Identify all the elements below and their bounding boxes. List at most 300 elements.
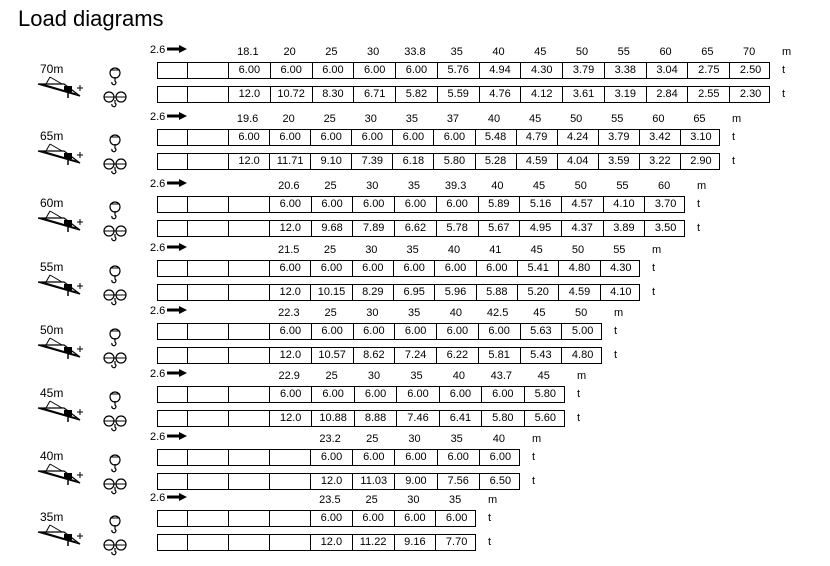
capacity-cell: 3.79 xyxy=(598,130,639,145)
capacity-cell: 12.0 xyxy=(269,221,311,236)
capacity-cell: 6.00 xyxy=(270,63,312,78)
capacity-cell: 6.00 xyxy=(269,387,311,402)
empty-cell xyxy=(187,87,228,102)
jib-length-label: 35m xyxy=(40,510,64,524)
empty-cell xyxy=(228,387,269,402)
crane-jib-icon xyxy=(36,74,84,100)
radius-label: 35 xyxy=(406,244,419,256)
capacity-cell: 12.0 xyxy=(228,154,269,169)
double-fall-capacity-row xyxy=(157,534,476,551)
single-fall-hook-icon xyxy=(104,453,126,473)
capacity-cell: 6.00 xyxy=(353,63,395,78)
capacity-cell: 12.0 xyxy=(310,474,352,489)
radius-label: 40 xyxy=(449,307,462,319)
empty-cell xyxy=(158,348,187,363)
radius-label: 35 xyxy=(410,370,423,382)
capacity-cell: 4.80 xyxy=(558,261,599,276)
load-diagram-60m xyxy=(0,178,830,244)
start-radius-marker xyxy=(150,242,187,254)
capacity-cell: 4.04 xyxy=(557,154,598,169)
single-fall-hook-icon xyxy=(104,514,126,534)
empty-cell xyxy=(187,450,228,465)
unit-meters: m xyxy=(614,307,624,319)
jib-length-label: 70m xyxy=(40,62,64,76)
empty-cell xyxy=(187,535,228,550)
capacity-cell: 6.00 xyxy=(351,130,392,145)
capacity-cell: 6.00 xyxy=(394,511,436,526)
capacity-cell: 5.76 xyxy=(437,63,479,78)
capacity-cell: 6.41 xyxy=(439,411,481,426)
empty-cell xyxy=(228,535,269,550)
arrow-right-icon xyxy=(167,305,187,317)
empty-cell xyxy=(158,87,187,102)
unit-tonnes: t xyxy=(614,325,618,337)
radius-label: 37 xyxy=(446,113,460,125)
capacity-cell: 3.61 xyxy=(562,87,604,102)
single-fall-capacity-row xyxy=(157,196,685,213)
capacity-cell: 7.39 xyxy=(351,154,392,169)
capacity-cell: 5.20 xyxy=(517,285,558,300)
empty-cell xyxy=(158,197,187,212)
empty-cell xyxy=(187,411,228,426)
capacity-cell: 2.30 xyxy=(729,87,771,102)
radius-label: 25 xyxy=(323,244,337,256)
radius-label: 40 xyxy=(487,113,501,125)
unit-tonnes: t xyxy=(782,64,786,76)
capacity-cell: 4.30 xyxy=(600,261,641,276)
single-fall-hook-icon xyxy=(104,200,126,220)
arrow-right-icon xyxy=(167,492,187,504)
radius-label: 40 xyxy=(452,370,466,382)
double-fall-hook-icon xyxy=(100,350,130,370)
load-diagram-35m xyxy=(0,492,830,558)
crane-jib-icon xyxy=(36,398,84,424)
capacity-cell: 6.00 xyxy=(269,261,310,276)
capacity-cell: 5.80 xyxy=(433,154,474,169)
radius-label: 50 xyxy=(575,46,589,58)
radius-label: 30 xyxy=(365,244,378,256)
capacity-cell: 6.00 xyxy=(352,511,394,526)
capacity-cell: 6.00 xyxy=(436,324,478,339)
double-fall-capacity-row xyxy=(157,473,520,490)
capacity-cell: 9.00 xyxy=(394,474,436,489)
radius-label: 18.1 xyxy=(237,46,259,58)
capacity-cell: 2.90 xyxy=(680,154,721,169)
unit-meters: m xyxy=(652,244,662,256)
capacity-cell: 6.00 xyxy=(310,450,352,465)
radius-label: 65 xyxy=(693,113,706,125)
capacity-cell: 6.22 xyxy=(436,348,478,363)
capacity-cell: 7.89 xyxy=(352,221,394,236)
unit-tonnes: t xyxy=(782,88,786,100)
capacity-cell: 6.00 xyxy=(228,63,270,78)
radius-label: 35 xyxy=(450,46,463,58)
capacity-cell: 5.82 xyxy=(395,87,437,102)
empty-cell xyxy=(269,474,310,489)
empty-cell xyxy=(158,511,187,526)
radius-label: 30 xyxy=(366,307,379,319)
arrow-right-icon xyxy=(167,242,187,254)
capacity-cell: 6.62 xyxy=(394,221,436,236)
capacity-cell: 6.00 xyxy=(311,324,353,339)
start-radius-marker xyxy=(150,368,187,380)
unit-tonnes: t xyxy=(652,286,656,298)
empty-cell xyxy=(187,63,228,78)
radius-label: 21.5 xyxy=(277,244,300,256)
radius-label: 43.7 xyxy=(490,370,513,382)
radius-label: 30 xyxy=(367,370,381,382)
radius-label: 50 xyxy=(574,180,587,192)
empty-cell xyxy=(228,474,269,489)
capacity-cell: 6.00 xyxy=(394,450,436,465)
unit-tonnes: t xyxy=(488,536,492,548)
empty-cell xyxy=(158,535,187,550)
unit-tonnes: t xyxy=(488,512,492,524)
capacity-cell: 6.00 xyxy=(396,387,438,402)
empty-cell xyxy=(158,474,187,489)
capacity-cell: 6.00 xyxy=(353,324,395,339)
crane-jib-icon xyxy=(36,461,84,487)
radius-label: 33.8 xyxy=(404,46,426,58)
empty-cell xyxy=(158,387,187,402)
single-fall-capacity-row xyxy=(157,510,476,527)
empty-cell xyxy=(187,285,228,300)
empty-cell xyxy=(158,285,187,300)
capacity-cell: 10.72 xyxy=(270,87,312,102)
unit-tonnes: t xyxy=(532,475,536,487)
crane-jib-icon xyxy=(36,141,84,167)
empty-cell xyxy=(158,261,187,276)
load-diagram-40m xyxy=(0,431,830,497)
start-radius-value: 2.6 xyxy=(150,44,166,56)
unit-meters: m xyxy=(782,46,792,58)
radius-label: 25 xyxy=(324,180,337,192)
capacity-cell: 6.00 xyxy=(228,130,269,145)
unit-tonnes: t xyxy=(652,262,656,274)
capacity-cell: 10.57 xyxy=(311,348,353,363)
radius-label: 45 xyxy=(532,180,546,192)
start-radius-marker xyxy=(150,492,187,504)
empty-cell xyxy=(187,511,228,526)
capacity-cell: 4.59 xyxy=(516,154,557,169)
capacity-cell: 12.0 xyxy=(228,87,270,102)
radius-label: 35 xyxy=(405,113,418,125)
start-radius-marker xyxy=(150,431,187,443)
jib-length-label: 50m xyxy=(40,323,64,337)
capacity-cell: 6.00 xyxy=(479,450,521,465)
load-diagram-70m xyxy=(0,44,830,110)
capacity-cell: 6.00 xyxy=(310,261,351,276)
double-fall-hook-icon xyxy=(100,223,130,243)
capacity-cell: 4.79 xyxy=(516,130,557,145)
capacity-cell: 11.03 xyxy=(352,474,394,489)
capacity-cell: 5.43 xyxy=(520,348,562,363)
capacity-cell: 6.71 xyxy=(353,87,395,102)
crane-jib-icon xyxy=(36,272,84,298)
radius-label: 39.3 xyxy=(444,180,467,192)
capacity-cell: 6.00 xyxy=(478,324,520,339)
radius-label: 55 xyxy=(611,113,624,125)
empty-cell xyxy=(158,221,187,236)
radius-label: 70 xyxy=(742,46,756,58)
radius-label: 22.9 xyxy=(278,370,300,382)
empty-cell xyxy=(228,324,269,339)
capacity-cell: 3.22 xyxy=(639,154,680,169)
radius-label: 42.5 xyxy=(486,307,509,319)
single-fall-hook-icon xyxy=(104,327,126,347)
double-fall-capacity-row xyxy=(157,284,640,301)
radius-label: 30 xyxy=(367,46,380,58)
empty-cell xyxy=(158,450,187,465)
start-radius-marker xyxy=(150,44,187,56)
load-diagram-55m xyxy=(0,242,830,308)
capacity-cell: 12.0 xyxy=(269,285,310,300)
double-fall-capacity-row xyxy=(157,86,770,103)
radius-label: 41 xyxy=(489,244,502,256)
empty-cell xyxy=(187,474,228,489)
jib-length-label: 45m xyxy=(40,386,64,400)
radius-label: 25 xyxy=(325,46,338,58)
empty-cell xyxy=(187,387,228,402)
capacity-cell: 5.81 xyxy=(478,348,520,363)
capacity-cell: 6.00 xyxy=(394,197,436,212)
empty-cell xyxy=(269,511,310,526)
radius-label: 35 xyxy=(449,494,462,506)
empty-cell xyxy=(228,197,269,212)
empty-cell xyxy=(269,450,310,465)
capacity-cell: 4.10 xyxy=(603,197,645,212)
start-radius-value: 2.6 xyxy=(150,492,166,504)
page-title: Load diagrams xyxy=(18,6,164,31)
capacity-cell: 3.70 xyxy=(644,197,686,212)
start-radius-value: 2.6 xyxy=(150,242,166,254)
start-radius-value: 2.6 xyxy=(150,111,166,123)
arrow-right-icon xyxy=(167,431,187,443)
double-fall-hook-icon xyxy=(100,89,130,109)
capacity-cell: 6.00 xyxy=(481,387,523,402)
capacity-cell: 5.80 xyxy=(481,411,523,426)
capacity-cell: 6.00 xyxy=(437,450,479,465)
single-fall-hook-icon xyxy=(104,390,126,410)
empty-cell xyxy=(158,154,187,169)
empty-cell xyxy=(187,197,228,212)
radius-label: 23.5 xyxy=(319,494,341,506)
unit-tonnes: t xyxy=(732,131,736,143)
capacity-cell: 5.78 xyxy=(436,221,478,236)
capacity-cell: 5.59 xyxy=(437,87,479,102)
capacity-cell: 9.16 xyxy=(394,535,436,550)
capacity-cell: 6.00 xyxy=(311,197,353,212)
single-fall-hook-icon xyxy=(104,133,126,153)
capacity-cell: 5.48 xyxy=(475,130,516,145)
capacity-cell: 6.00 xyxy=(310,130,351,145)
empty-cell xyxy=(228,450,269,465)
load-diagram-50m xyxy=(0,305,830,371)
capacity-cell: 5.89 xyxy=(478,197,520,212)
unit-tonnes: t xyxy=(577,412,581,424)
capacity-cell: 3.50 xyxy=(644,221,686,236)
capacity-cell: 4.30 xyxy=(520,63,562,78)
empty-cell xyxy=(158,63,187,78)
capacity-cell: 6.00 xyxy=(269,130,310,145)
start-radius-value: 2.6 xyxy=(150,305,166,317)
capacity-cell: 9.10 xyxy=(310,154,351,169)
radius-label: 25 xyxy=(325,370,338,382)
double-fall-capacity-row xyxy=(157,347,602,364)
arrow-right-icon xyxy=(167,368,187,380)
empty-cell xyxy=(228,411,269,426)
capacity-cell: 2.55 xyxy=(687,87,729,102)
capacity-cell: 6.00 xyxy=(393,261,434,276)
jib-length-label: 40m xyxy=(40,449,64,463)
capacity-cell: 12.0 xyxy=(269,411,311,426)
capacity-cell: 5.00 xyxy=(561,324,603,339)
radius-label: 50 xyxy=(570,113,583,125)
jib-length-label: 65m xyxy=(40,129,64,143)
radius-label: 35 xyxy=(450,433,463,445)
capacity-cell: 10.15 xyxy=(310,285,351,300)
radius-label: 55 xyxy=(616,180,629,192)
capacity-cell: 6.00 xyxy=(395,63,437,78)
empty-cell xyxy=(187,324,228,339)
unit-meters: m xyxy=(732,113,742,125)
start-radius-marker xyxy=(150,178,187,190)
radius-label: 45 xyxy=(528,113,542,125)
double-fall-hook-icon xyxy=(100,537,130,557)
capacity-cell: 10.88 xyxy=(311,411,353,426)
capacity-cell: 2.75 xyxy=(687,63,729,78)
empty-cell xyxy=(269,535,310,550)
radius-label: 60 xyxy=(652,113,665,125)
capacity-cell: 6.00 xyxy=(311,387,353,402)
unit-tonnes: t xyxy=(697,222,701,234)
capacity-cell: 6.00 xyxy=(310,511,352,526)
capacity-cell: 6.00 xyxy=(352,197,394,212)
radius-label: 60 xyxy=(658,180,671,192)
capacity-cell: 6.00 xyxy=(436,197,478,212)
start-radius-value: 2.6 xyxy=(150,178,166,190)
arrow-right-icon xyxy=(167,111,187,123)
arrow-right-icon xyxy=(167,44,187,56)
capacity-cell: 8.88 xyxy=(354,411,396,426)
crane-jib-icon xyxy=(36,522,84,548)
empty-cell xyxy=(228,511,269,526)
capacity-cell: 11.22 xyxy=(352,535,394,550)
capacity-cell: 4.10 xyxy=(600,285,641,300)
capacity-cell: 5.96 xyxy=(434,285,475,300)
capacity-cell: 7.46 xyxy=(396,411,438,426)
capacity-cell: 8.30 xyxy=(312,87,354,102)
radius-label: 25 xyxy=(365,494,378,506)
capacity-cell: 6.00 xyxy=(312,63,354,78)
double-fall-hook-icon xyxy=(100,413,130,433)
empty-cell xyxy=(187,154,228,169)
empty-cell xyxy=(158,324,187,339)
capacity-cell: 5.88 xyxy=(476,285,517,300)
single-fall-hook-icon xyxy=(104,264,126,284)
capacity-cell: 11.71 xyxy=(269,154,310,169)
capacity-cell: 7.56 xyxy=(437,474,479,489)
radius-label: 25 xyxy=(324,307,337,319)
radius-label: 20 xyxy=(283,46,296,58)
start-radius-value: 2.6 xyxy=(150,368,166,380)
capacity-cell: 4.76 xyxy=(479,87,521,102)
radius-label: 45 xyxy=(530,244,543,256)
load-diagram-65m xyxy=(0,111,830,177)
radius-label: 35 xyxy=(407,180,421,192)
capacity-cell: 6.00 xyxy=(435,511,477,526)
capacity-cell: 7.24 xyxy=(394,348,436,363)
capacity-cell: 6.00 xyxy=(394,324,436,339)
capacity-cell: 6.00 xyxy=(434,261,475,276)
start-radius-marker xyxy=(150,111,187,123)
radius-label: 30 xyxy=(408,433,421,445)
unit-tonnes: t xyxy=(614,349,618,361)
radius-label: 35 xyxy=(408,307,421,319)
capacity-cell: 4.59 xyxy=(558,285,599,300)
radius-label: 40 xyxy=(447,244,461,256)
capacity-cell: 4.24 xyxy=(557,130,598,145)
capacity-cell: 6.00 xyxy=(433,130,474,145)
radius-label: 30 xyxy=(366,180,379,192)
capacity-cell: 3.79 xyxy=(562,63,604,78)
empty-cell xyxy=(187,348,228,363)
radius-label: 40 xyxy=(492,46,505,58)
double-fall-capacity-row xyxy=(157,220,685,237)
radius-label: 45 xyxy=(537,370,550,382)
radius-label: 45 xyxy=(533,307,546,319)
capacity-cell: 4.37 xyxy=(561,221,603,236)
capacity-cell: 3.59 xyxy=(598,154,639,169)
single-fall-capacity-row xyxy=(157,449,520,466)
unit-meters: m xyxy=(697,180,707,192)
empty-cell xyxy=(187,221,228,236)
radius-label: 55 xyxy=(617,46,630,58)
capacity-cell: 8.29 xyxy=(352,285,393,300)
empty-cell xyxy=(228,285,269,300)
radius-label: 60 xyxy=(659,46,672,58)
unit-tonnes: t xyxy=(732,155,736,167)
capacity-cell: 6.00 xyxy=(392,130,433,145)
jib-length-label: 55m xyxy=(40,260,64,274)
radius-label: 22.3 xyxy=(278,307,300,319)
single-fall-capacity-row xyxy=(157,323,602,340)
single-fall-capacity-row xyxy=(157,129,720,146)
capacity-cell: 6.95 xyxy=(393,285,434,300)
capacity-cell: 3.10 xyxy=(680,130,721,145)
unit-meters: m xyxy=(532,433,542,445)
radius-label: 19.6 xyxy=(236,113,259,125)
capacity-cell: 12.0 xyxy=(310,535,352,550)
capacity-cell: 5.60 xyxy=(524,411,566,426)
capacity-cell: 8.62 xyxy=(353,348,395,363)
empty-cell xyxy=(158,411,187,426)
capacity-cell: 5.41 xyxy=(517,261,558,276)
capacity-cell: 5.80 xyxy=(524,387,566,402)
capacity-cell: 2.84 xyxy=(646,87,688,102)
empty-cell xyxy=(187,261,228,276)
radius-label: 25 xyxy=(366,433,379,445)
capacity-cell: 6.18 xyxy=(392,154,433,169)
capacity-cell: 3.89 xyxy=(603,221,645,236)
radius-label: 50 xyxy=(571,244,585,256)
radius-label: 20 xyxy=(282,113,295,125)
capacity-cell: 5.67 xyxy=(478,221,520,236)
radius-label: 45 xyxy=(534,46,547,58)
radius-label: 40 xyxy=(492,433,506,445)
crane-jib-icon xyxy=(36,208,84,234)
radius-label: 25 xyxy=(323,113,336,125)
